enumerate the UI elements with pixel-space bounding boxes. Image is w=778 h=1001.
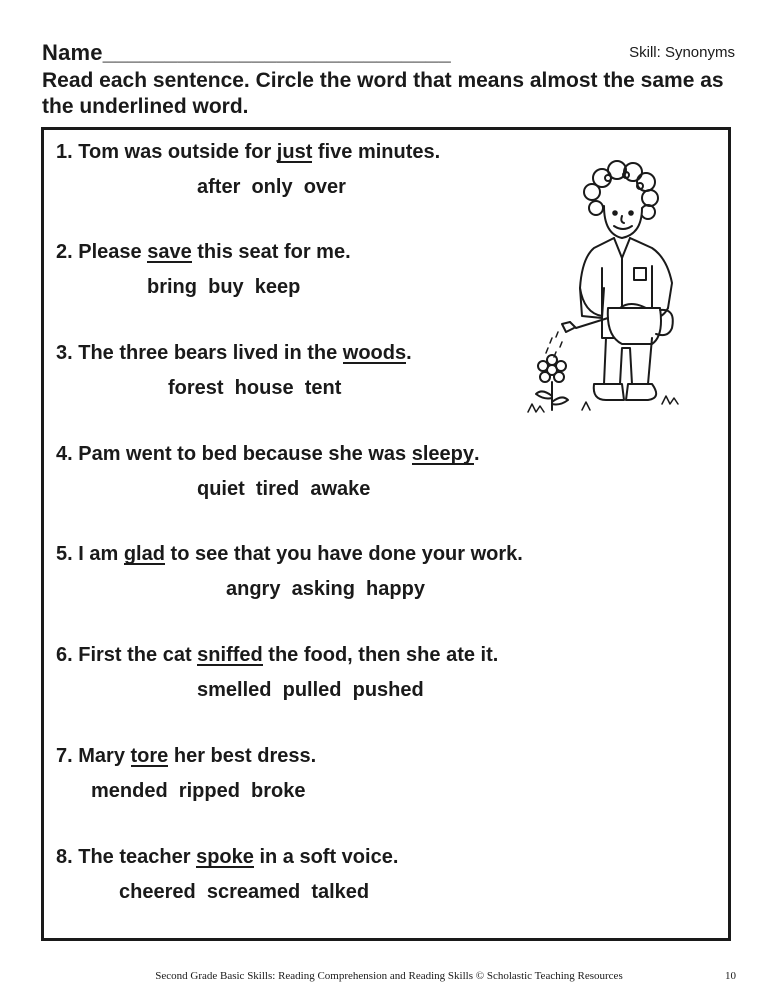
underlined-word: woods xyxy=(342,342,407,364)
question-number: 1. xyxy=(56,141,73,163)
question-3 xyxy=(56,342,412,365)
answer-choices-8[interactable]: cheered screamed talked xyxy=(119,881,370,903)
question-text-before: The teacher xyxy=(78,846,191,868)
underlined-word: spoke xyxy=(196,846,254,868)
question-text-before: I am xyxy=(78,543,119,565)
answer-choices-5[interactable]: angry asking happy xyxy=(226,578,425,600)
underlined-word: sniffed xyxy=(197,644,263,666)
question-text-after: the food, then she ate it. xyxy=(268,644,499,666)
question-number: 6. xyxy=(56,644,73,666)
underlined-word: glad xyxy=(123,543,165,565)
question-8 xyxy=(56,846,398,869)
question-text-before: Pam went to bed because she was xyxy=(78,443,407,465)
question-text-after: five minutes. xyxy=(317,141,441,163)
question-1 xyxy=(56,141,440,164)
question-6 xyxy=(56,644,498,667)
question-text-after: . xyxy=(473,443,480,465)
underlined-word: save xyxy=(147,241,192,263)
question-text-before: Mary xyxy=(78,745,125,767)
answer-choices-4[interactable]: quiet tired awake xyxy=(197,478,371,500)
boy-watering-flower-illustration xyxy=(522,148,692,418)
flower xyxy=(536,355,568,410)
question-text-after: . xyxy=(406,342,412,364)
question-text-before: The three bears lived in the xyxy=(78,342,338,364)
underlined-word: sleepy xyxy=(411,443,474,465)
answer-choices-7[interactable]: mended ripped broke xyxy=(91,780,306,802)
question-text-before: Please xyxy=(78,241,142,263)
name-label: Name xyxy=(42,40,103,65)
skill-label: Skill: Synonyms xyxy=(629,44,735,61)
page-number: 10 xyxy=(725,970,736,982)
question-text-after: in a soft voice. xyxy=(259,846,399,868)
question-number: 2. xyxy=(56,241,73,263)
question-number: 5. xyxy=(56,543,73,565)
question-text-before: Tom was outside for xyxy=(78,141,272,163)
footer-credit: Second Grade Basic Skills: Reading Comprehension and Reading Skills © Scholastic Teaching Resources xyxy=(155,970,623,982)
name-line xyxy=(42,40,451,66)
question-5 xyxy=(56,543,523,566)
question-2 xyxy=(56,241,351,264)
answer-choices-2[interactable]: bring buy keep xyxy=(147,276,301,298)
watering-can xyxy=(562,304,673,344)
underlined-word: just xyxy=(276,141,313,163)
instructions: Read each sentence. Circle the word that means almost the same as the underlined word. xyxy=(42,69,724,118)
answer-choices-3[interactable]: forest house tent xyxy=(168,377,342,399)
answer-choices-6[interactable]: smelled pulled pushed xyxy=(197,679,424,701)
question-text-before: First the cat xyxy=(78,644,192,666)
question-number: 7. xyxy=(56,745,73,767)
question-number: 3. xyxy=(56,342,73,364)
question-text-after: her best dress. xyxy=(173,745,317,767)
underlined-word: tore xyxy=(130,745,169,767)
question-number: 8. xyxy=(56,846,73,868)
name-blank[interactable]: ____________________________ xyxy=(102,40,451,65)
question-text-after: this seat for me. xyxy=(197,241,351,263)
question-text-after: to see that you have done your work. xyxy=(170,543,523,565)
water-drops xyxy=(546,332,562,357)
answer-choices-1[interactable]: after only over xyxy=(197,176,346,198)
question-7 xyxy=(56,745,316,768)
question-4 xyxy=(56,443,480,466)
question-number: 4. xyxy=(56,443,73,465)
